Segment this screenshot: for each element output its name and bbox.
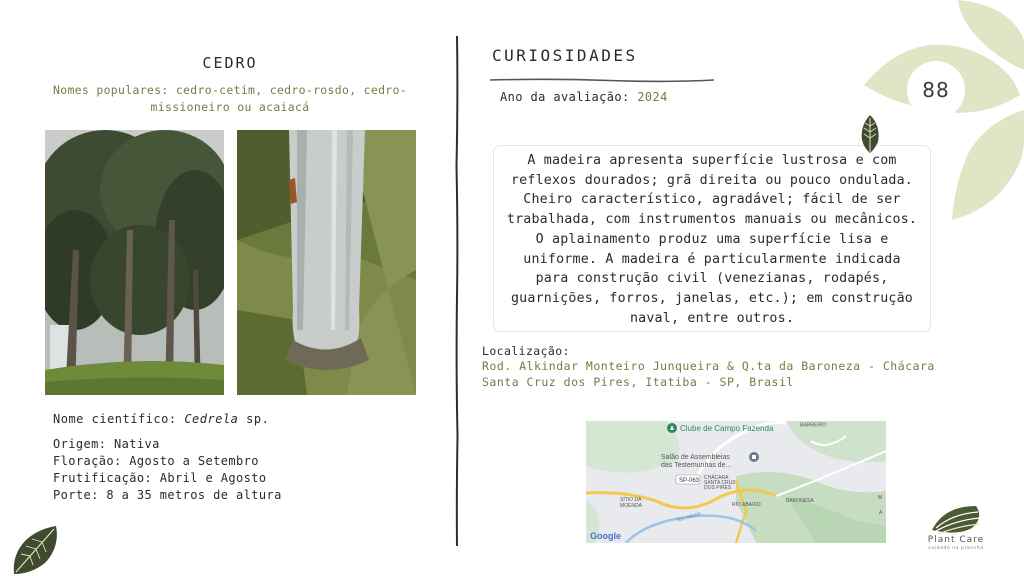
leaf-decoration-icon (860, 0, 1024, 230)
location-map[interactable] (586, 421, 886, 543)
map-label-baronesa: BARONESA (786, 498, 814, 504)
location-text: Rod. Alkindar Monteiro Junqueira & Q.ta da Baroneza - Chácara Santa Cruz dos Pires, Itatiba - SP, Brasil (482, 359, 935, 389)
year-label: Ano da avaliação: (500, 90, 638, 104)
map-label-hall-2: das Testemunhas de... (661, 462, 732, 469)
map-label-chacara-1: CHÁCARA (704, 475, 729, 481)
small-leaf-icon (858, 114, 882, 154)
species-title: CEDRO (202, 54, 258, 72)
map-label-chacara-2: SANTA CRUZ (704, 480, 736, 486)
map-label-club: Clube de Campo Fazenda (680, 424, 774, 433)
plant-care-logo (924, 502, 988, 536)
map-label-edge-a: A (879, 510, 883, 516)
map-label-barreiro: BARREIRO (800, 422, 827, 429)
club-marker[interactable] (667, 423, 677, 433)
map-label-hall-1: Salão de Assembleias (661, 454, 730, 461)
scientific-name (53, 412, 269, 426)
curiosities-title: CURIOSIDADES (492, 46, 638, 65)
scientific-suffix: sp. (238, 412, 270, 426)
map-label-sitio-2: MOENDA (620, 503, 642, 509)
popular-names: Nomes populares: cedro-cetim, cedro-rosdo, cedro-missioneiro ou acaiacá (53, 83, 407, 114)
fact-fruiting: Frutificação: Abril e Agosto (53, 471, 267, 485)
logo-tagline: cuidado na prancha (928, 546, 984, 551)
trunk-photo (237, 130, 416, 395)
map-label-sitio-1: SÍTIO DA (620, 497, 642, 503)
fact-flowering: Floração: Agosto a Setembro (53, 454, 259, 468)
map-label-chacara-3: DOS PIRES (704, 485, 732, 491)
fact-size: Porte: 8 a 35 metros de altura (53, 488, 282, 502)
evaluation-year (500, 90, 668, 104)
google-logo: Google (590, 531, 621, 541)
year-value: 2024 (637, 90, 668, 104)
map-label-edge-m: M (878, 495, 883, 501)
hall-marker[interactable] (749, 452, 759, 462)
map-label-rio-abaixo: RIO ABAIXO (732, 502, 761, 508)
species-facts (53, 436, 282, 504)
scientific-label: Nome científico: (53, 412, 185, 426)
curiosities-text: A madeira apresenta superfície lustrosa e com reflexos dourados; grã direita ou pouco ondulada. Cheiro característico, agradável; fácil de ser trabalhada, com instrumentos manuais ou mecânicos. O aplainamento produz uma superfície lisa e uniforme. A madeira é particularmente indicada para construção civil (venezianas, rodapés, guarnições, forros, janelas, etc.); em construção naval, entre outros. (493, 145, 931, 332)
title-underline (490, 68, 714, 74)
fact-origin: Origem: Nativa (53, 437, 160, 451)
map-road-sp063: SP-063 (679, 478, 700, 484)
page-number: 88 (922, 78, 950, 102)
bottom-leaf-icon (10, 524, 60, 576)
column-divider (455, 36, 459, 546)
map-label-rio-atibaia: Rio Atibaia (676, 510, 702, 524)
location-label: Localização: (482, 344, 570, 358)
scientific-genus: Cedrela (184, 412, 239, 426)
logo-name: Plant Care (927, 535, 985, 545)
tree-photo (45, 130, 224, 395)
